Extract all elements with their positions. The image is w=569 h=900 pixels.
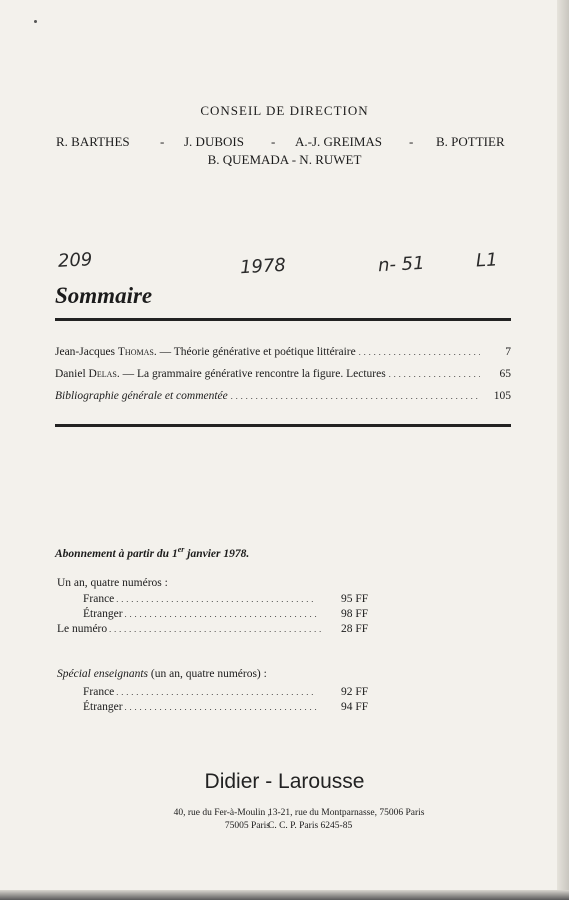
toc-author-first: Jean-Jacques [55,346,118,358]
council-separator: - [160,134,165,149]
price-value: 95 FF [341,593,369,605]
special-label: Spécial enseignants (un an, quatre numéros) : [57,668,267,680]
leader-dots [125,608,318,620]
paper-speck [34,20,37,23]
leader-dots [389,368,480,380]
handwritten-note: 209 [57,249,93,272]
toc-page: 7 [505,346,511,358]
leader-dots [231,390,480,402]
handwritten-note: 1978 [239,254,287,279]
price-value: 92 FF [341,686,369,698]
publisher-name: Didier - Larousse [204,770,365,793]
council-title: CONSEIL DE DIRECTION [200,103,369,118]
toc-author-last: Thomas [117,346,154,358]
leader-dots [116,593,316,605]
price-row-issue: Le numéro . . . [57,623,326,635]
council-separator: - [271,134,276,149]
leader-dots [125,701,318,713]
leader-dots [359,346,480,358]
sommaire-title: Sommaire [55,283,153,308]
price-row-special-foreign: Étranger . . . [83,701,320,713]
price-row-france: France . . . [83,593,318,605]
subscription-title: Abonnement à partir du 1er janvier 1978. [55,545,250,560]
page-edge-shadow [557,0,569,900]
bottom-edge-shadow [0,890,569,900]
council-member: J. DUBOIS [184,134,244,149]
publisher-address-right: 13-21, rue du Montparnasse, 75006 Paris C. C. P. Paris 6245-85 [268,808,425,831]
toc-entry [55,368,511,380]
divider-rule [55,318,511,321]
price-row-foreign: Étranger . . . [83,608,320,620]
publisher-address-left: 40, rue du Fer-à-Moulin , 75005 Paris [173,808,270,831]
leader-dots [109,623,324,635]
council-member: B. POTTIER [436,134,505,149]
toc-title: . — Théorie générative et poétique littéraire [153,346,356,358]
council-member: A.-J. GREIMAS [295,134,383,149]
toc-author-last: Delas [88,368,117,380]
toc-author-first: Daniel [55,368,89,380]
divider-rule [55,424,511,427]
toc-page: 105 [493,390,511,402]
handwritten-note: n- 51 [377,252,426,277]
council-member: R. BARTHES [56,134,130,149]
price-value: 94 FF [341,701,369,713]
council-members-row2: B. QUEMADA - N. RUWET [207,152,362,167]
toc-title: . — La grammaire générative rencontre la figure. Lectures [116,368,386,380]
subscription-year-label: Un an, quatre numéros : [57,577,168,589]
toc-page: 65 [499,368,511,380]
price-value: 28 FF [341,623,369,635]
toc-title: Bibliographie générale et commentée [55,390,228,402]
toc-entry [55,390,511,402]
council-separator: - [409,134,414,149]
handwritten-note: L1 [475,249,499,272]
price-row-special-france: France . . . [83,686,318,698]
price-value: 98 FF [341,608,369,620]
leader-dots [116,686,316,698]
toc-entry [55,346,511,358]
